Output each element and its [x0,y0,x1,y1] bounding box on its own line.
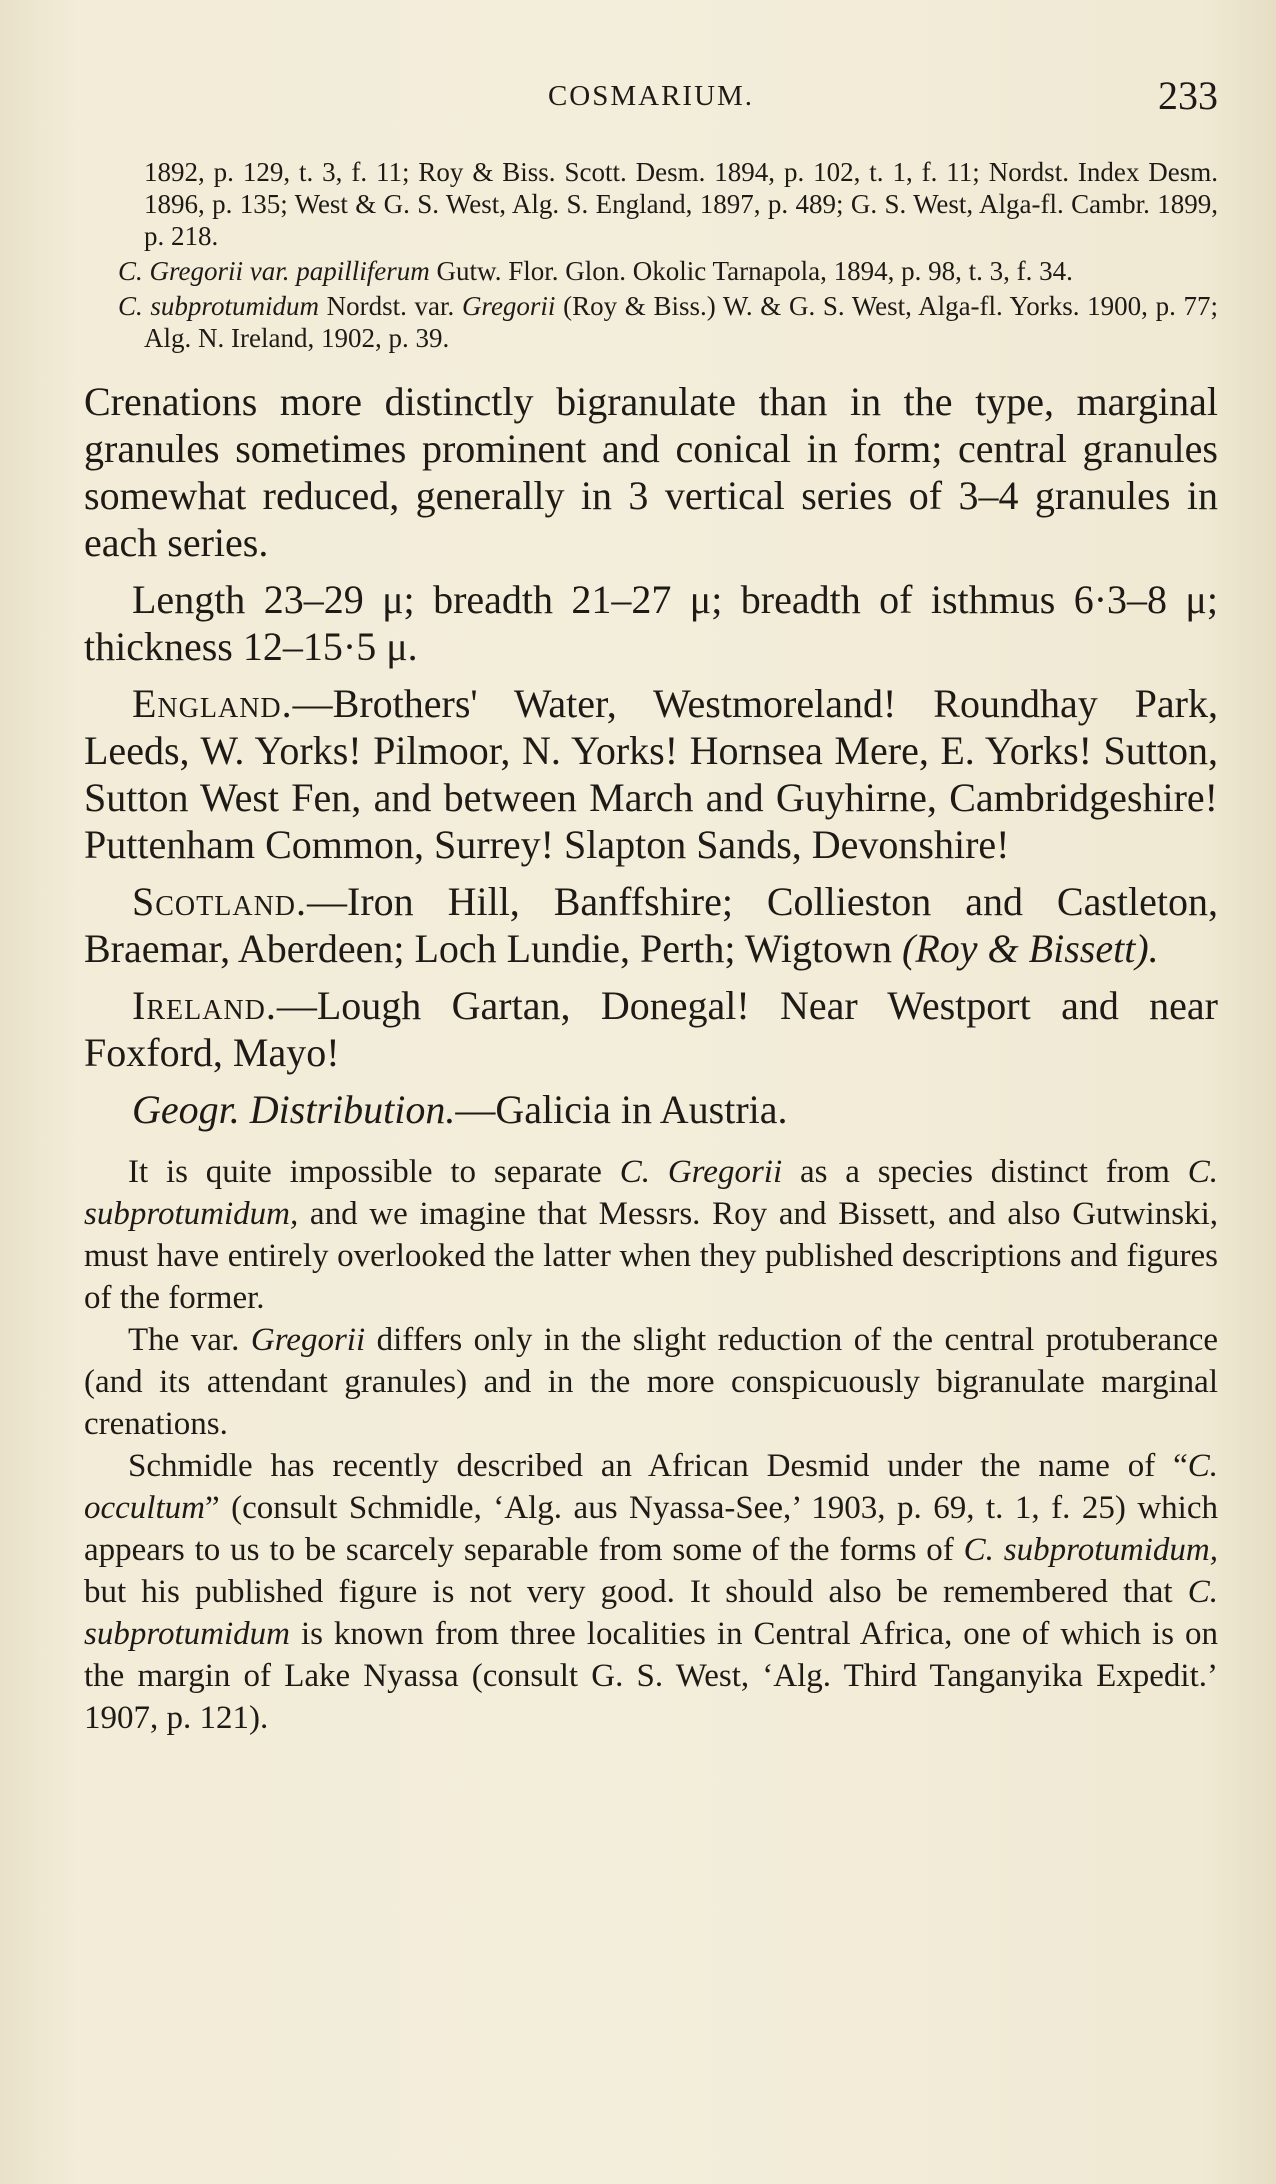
region-label: Scotland. [132,879,308,924]
geographic-distribution: Geogr. Distribution.—Galicia in Austria. [132,1087,788,1132]
region-label: Ireland. [132,983,277,1028]
description-paragraph: Crenations more distinctly bigranulate than in the type, marginal granules sometimes prominent and conical in form; central granules somewhat reduced, generally in 3 vertical series of 3–4 granules in each series. [84,379,1218,565]
measurements-paragraph: Length 23–29 μ; breadth 21–27 μ; breadth of isthmus 6·3–8 μ; thickness 12–15·5 μ. [84,577,1218,669]
remark-paragraph: The var. Gregorii differs only in the slight reduction of the central protuberance (and its attendant granules) and in the more conspicuously bigranulate marginal crenations. [84,1322,1218,1442]
running-head [84,72,1218,122]
taxon-name: C. subprotumidum [118,291,319,321]
page-number: 233 [1158,73,1218,118]
locality-ireland: Ireland.—Lough Gartan, Donegal! Near Westport and near Foxford, Mayo! [84,983,1218,1075]
taxon-name: C. Gregorii var. papilliferum [118,256,430,286]
remark-paragraph: Schmidle has recently described an African Desmid under the name of “C. occultum” (consult Schmidle, ‘Alg. aus Nyassa-See,’ 1903, p. 69, t. 1, f. 25) which appears to us to be scarcely separable from some of the forms of C. subprotumidum, but his published figure is not very good. It should also be remembered that C. subprotumidum is known from three localities in Central Africa, one of which is on the margin of Lake Nyassa (consult G. S. West, ‘Alg. Third Tanganyika Expedit.’ 1907, p. 121). [84,1448,1218,1736]
running-title: COSMARIUM. [547,80,755,112]
locality-england: England.—Brothers' Water, Westmoreland! Roundhay Park, Leeds, W. Yorks! Pilmoor, N. Yorks! Hornsea Mere, E. Yorks! Sutton, Sutton West Fen, and between March and Guyhirne, Cambridgeshire! Puttenham Common, Surrey! Slapton Sands, Devonshire! [84,681,1218,867]
synonymy-entry: 1892, p. 129, t. 3, f. 11; Roy & Biss. Scott. Desm. 1894, p. 102, t. 1, f. 11; Nordst. Index Desm. 1896, p. 135; West & G. S. West, Alg. S. England, 1897, p. 489; G. S. West, Alga-fl. Cambr. 1899, p. 218. [144,157,1218,251]
synonymy-entry: C. subprotumidum Nordst. var. Gregorii (Roy & Biss.) W. & G. S. West, Alga-fl. Yorks. 1900, p. 77; Alg. N. Ireland, 1902, p. 39. [118,291,1219,353]
synonymy-entry: C. Gregorii var. papilliferum Gutw. Flor. Glon. Okolic Tarnapola, 1894, p. 98, t. 3, f. 34. [118,256,1073,286]
remark-paragraph: It is quite impossible to separate C. Gregorii as a species distinct from C. subprotumidum, and we imagine that Messrs. Roy and Bissett, and also Gutwinski, must have entirely overlooked the latter when they published descriptions and figures of the former. [84,1154,1218,1316]
collector-citation: (Roy & Bissett). [902,926,1159,971]
locality-scotland: Scotland.—Iron Hill, Banffshire; Collieston and Castleton, Braemar, Aberdeen; Loch Lundie, Perth; Wigtown (Roy & Bissett). [84,879,1218,971]
region-label: England. [132,681,293,726]
distribution-label: Geogr. Distribution. [132,1087,456,1132]
text-column [84,156,1218,1739]
variety-name: Gregorii [461,291,556,321]
